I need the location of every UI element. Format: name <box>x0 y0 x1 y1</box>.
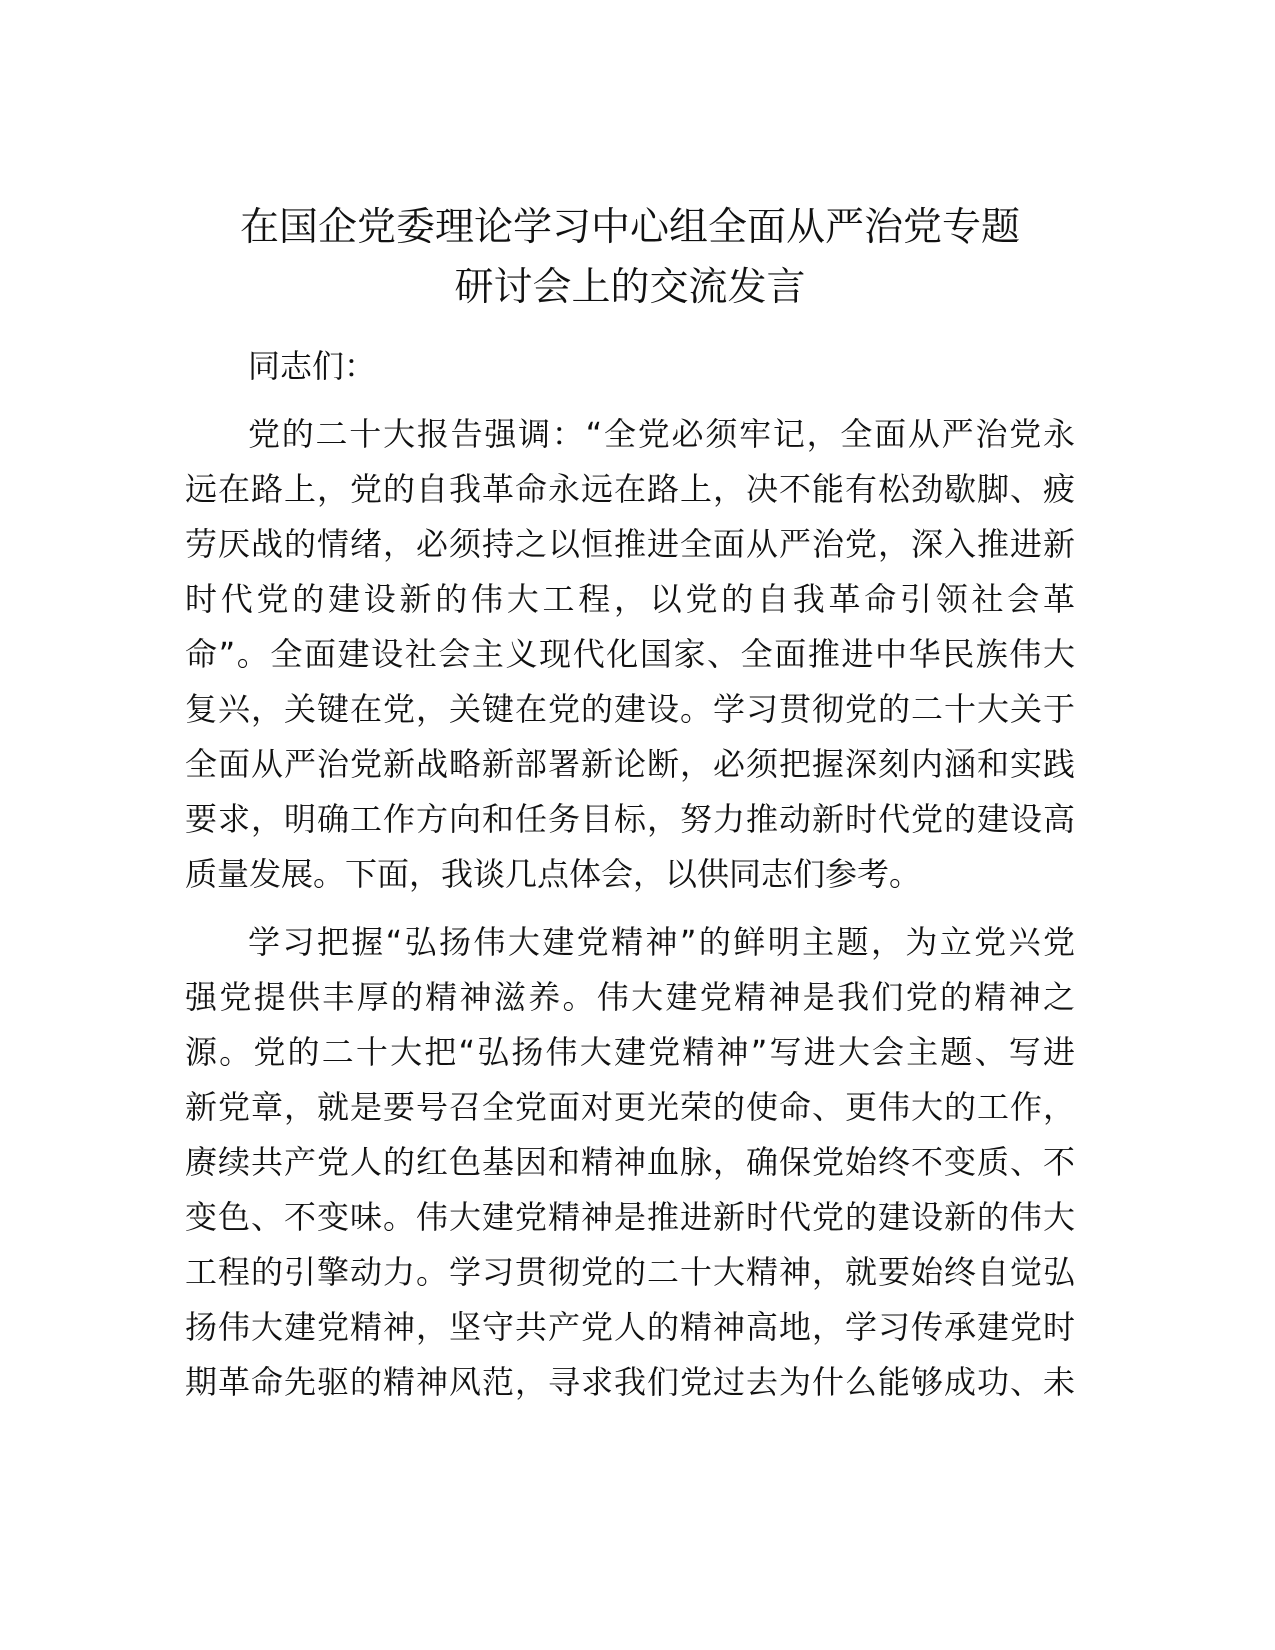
paragraph-2-line: 强党提供丰厚的精神滋养。伟大建党精神是我们党的精神之 <box>185 978 1075 1016</box>
paragraph-2-line: 源。党的二十大把“弘扬伟大建党精神”写进大会主题、写进 <box>185 1033 1075 1071</box>
paragraph-2-line: 期革命先驱的精神风范，寻求我们党过去为什么能够成功、未 <box>185 1363 1075 1401</box>
paragraph-1-line: 全面从严治党新战略新部署新论断，必须把握深刻内涵和实践 <box>185 745 1075 783</box>
paragraph-2-line: 赓续共产党人的红色基因和精神血脉，确保党始终不变质、不 <box>185 1143 1075 1181</box>
paragraph-1-line: 命”。全面建设社会主义现代化国家、全面推进中华民族伟大 <box>185 635 1075 673</box>
paragraph-2-line: 变色、不变味。伟大建党精神是推进新时代党的建设新的伟大 <box>185 1198 1075 1236</box>
paragraph-2-line: 学习把握“弘扬伟大建党精神”的鲜明主题，为立党兴党 <box>248 923 1075 961</box>
paragraph-1-line: 远在路上，党的自我革命永远在路上，决不能有松劲歇脚、疲 <box>185 470 1075 508</box>
paragraph-2-line: 工程的引擎动力。学习贯彻党的二十大精神，就要始终自觉弘 <box>185 1253 1075 1291</box>
paragraph-1-line: 复兴，关键在党，关键在党的建设。学习贯彻党的二十大关于 <box>185 690 1075 728</box>
greeting: 同志们： <box>248 347 377 385</box>
paragraph-1-line: 要求，明确工作方向和任务目标，努力推动新时代党的建设高 <box>185 800 1075 838</box>
document-title-line-1: 在国企党委理论学习中心组全面从严治党专题 <box>239 205 1020 250</box>
document-title-line-2: 研讨会上的交流发言 <box>454 265 806 310</box>
paragraph-1-line: 质量发展。下面，我谈几点体会，以供同志们参考。 <box>185 855 922 893</box>
paragraph-2-line: 扬伟大建党精神，坚守共产党人的精神高地，学习传承建党时 <box>185 1308 1075 1346</box>
paragraph-1-line: 时代党的建设新的伟大工程，以党的自我革命引领社会革 <box>185 580 1075 618</box>
paragraph-1-line: 党的二十大报告强调：“全党必须牢记，全面从严治党永 <box>248 415 1075 453</box>
paragraph-1-line: 劳厌战的情绪，必须持之以恒推进全面从严治党，深入推进新 <box>185 525 1075 563</box>
paragraph-2-line: 新党章，就是要号召全党面对更光荣的使命、更伟大的工作， <box>185 1088 1075 1126</box>
